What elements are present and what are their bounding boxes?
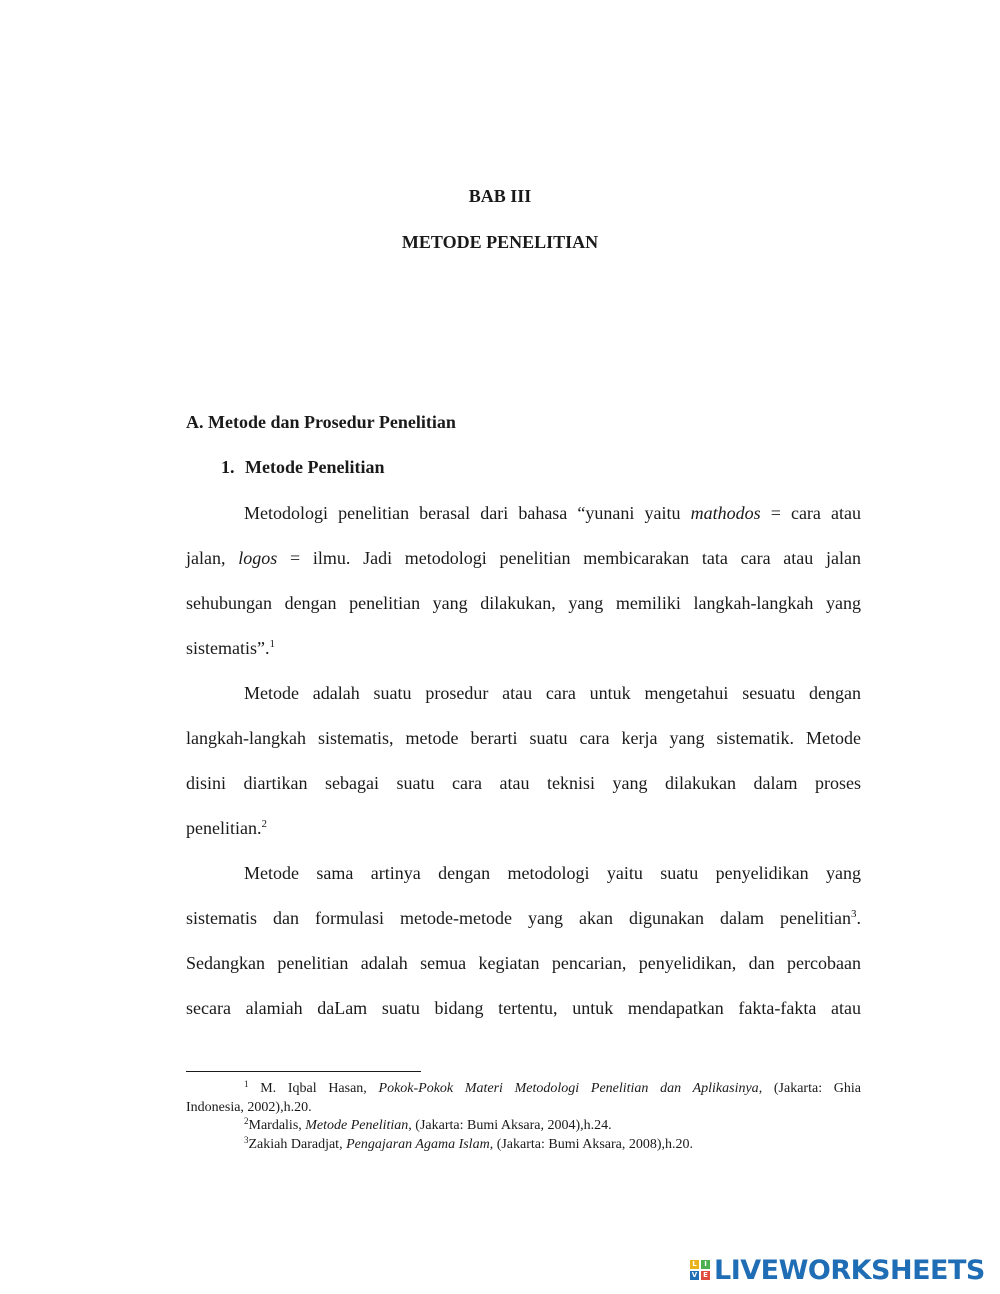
footnote-ref-2: 2 xyxy=(261,818,267,830)
footnote-separator xyxy=(186,1071,421,1072)
logo-tile: L xyxy=(690,1260,699,1269)
footnote-ref-3: 3 xyxy=(851,908,857,920)
logo-mark-icon xyxy=(690,1260,710,1280)
subsection-heading-1 xyxy=(221,457,384,478)
footnote-1-continued: Indonesia, 2002),h.20. xyxy=(186,1100,312,1115)
para1-line3: sehubungan dengan penelitian yang dilakukan, yang memiliki langkah-langkah yang xyxy=(186,593,861,613)
para3-line1: Metode sama artinya dengan metodologi yaitu suatu penyelidikan yang xyxy=(244,863,861,883)
chapter-title: METODE PENELITIAN xyxy=(401,232,599,252)
para2-line2: langkah-langkah sistematis, metode berarti suatu cara kerja yang sistematik. Metode xyxy=(186,728,861,748)
chapter-label: BAB III xyxy=(468,186,532,206)
subsection-title: Metode Penelitian xyxy=(245,457,385,477)
logo-text: LIVEWORKSHEETS xyxy=(714,1254,985,1286)
footnote-3: $^3$Zakiah Daradjat, Pengajaran Agama Islam, (Jakarta: Bumi Aksara, 2008),h.20. xyxy=(244,1135,694,1152)
para3-line2: sistematis dan formulasi metode-metode yang akan digunakan dalam penelitian$^3$. xyxy=(186,908,861,928)
para3-line3: Sedangkan penelitian adalah semua kegiatan pencarian, penyelidikan, dan percobaan xyxy=(186,953,861,973)
para1-line1: Metodologi penelitian berasal dari bahasa “yunani yaitu mathodos = cara atau xyxy=(244,503,861,523)
para2-line4: penelitian.$^2$ xyxy=(186,818,267,838)
para2-line1: Metode adalah suatu prosedur atau cara untuk mengetahui sesuatu dengan xyxy=(244,683,861,703)
para3-line4: secara alamiah daLam suatu bidang tertentu, untuk mendapatkan fakta-fakta atau xyxy=(186,998,861,1018)
logo-tile: I xyxy=(701,1260,710,1269)
section-heading-a: A. Metode dan Prosedur Penelitian xyxy=(186,412,456,432)
logo-tile: E xyxy=(701,1271,710,1280)
footnote-1: $^1$ M. Iqbal Hasan, Pokok-Pokok Materi Metodologi Penelitian dan Aplikasinya, (Jakarta: Ghia xyxy=(244,1079,861,1096)
para1-line2: jalan, logos = ilmu. Jadi metodologi penelitian membicarakan tata cara atau jalan xyxy=(186,548,861,568)
para1-line4: sistematis”.$^1$ xyxy=(186,638,275,658)
footnote-2: $^2$Mardalis, Metode Penelitian, (Jakarta: Bumi Aksara, 2004),h.24. xyxy=(244,1116,612,1133)
logo-tile: V xyxy=(691,1271,698,1279)
footnote-ref-1: 1 xyxy=(269,638,275,650)
liveworksheets-logo[interactable] xyxy=(690,1253,985,1287)
subsection-number: 1. xyxy=(221,457,235,477)
para2-line3: disini diartikan sebagai suatu cara atau teknisi yang dilakukan dalam proses xyxy=(186,773,861,793)
